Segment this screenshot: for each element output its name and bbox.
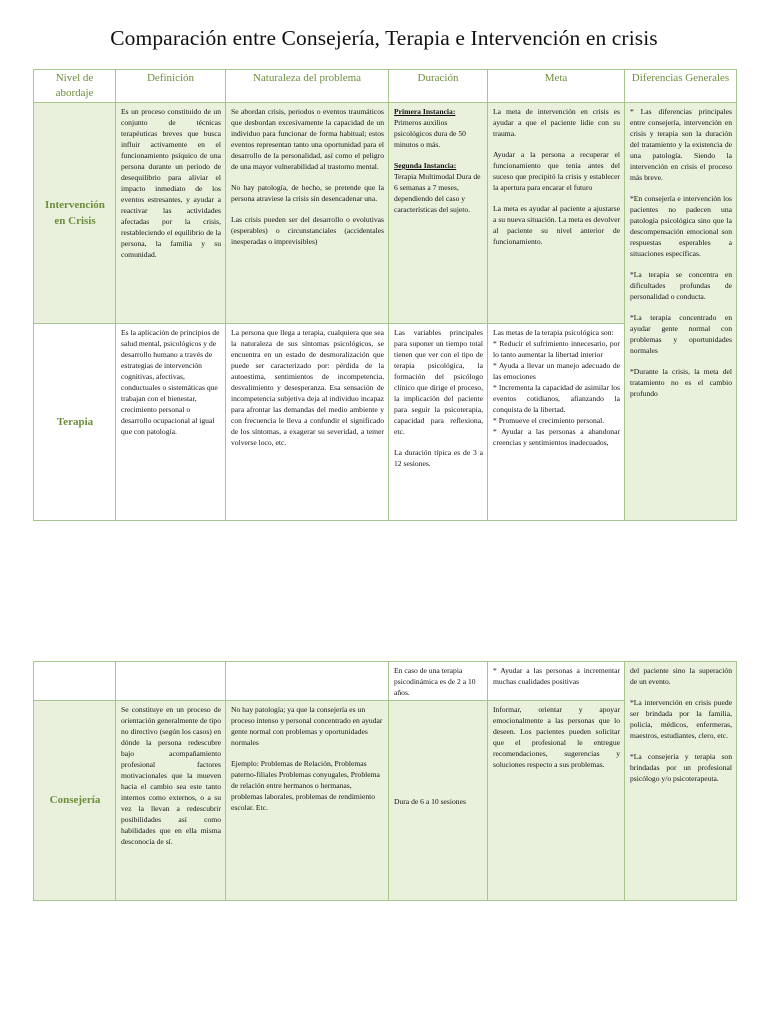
crisis-duracion-segunda-title: Segunda Instancia: [394, 161, 457, 170]
cont-diferencias-p0: del paciente sino la superación de un evento. [630, 666, 732, 686]
terapia-meta-item: * Reducir el sufrimiento innecesario, por lo tanto aumentar la libertad interior [493, 339, 620, 359]
diferencias-p3: *La terapia se concentra en dificultades profundas de personalidad o conducta. [630, 270, 732, 301]
consejeria-definicion: Se constituye en un proceso de orientación generalmente de tipo no directivo (según los casos) en dónde la persona redescubre bajo acompañamiento profesional factores motivacionales que la mueven hacia el cambio sea este tanto internos como externos, o a su vez la llevan a redescubrir posibilidades así como habilidades que en ella misma desconocía de sí. [116, 701, 226, 901]
terapia-meta-item: * Incrementa la capacidad de asimilar los eventos cotidianos, afianzando la conquista de la libertad. [493, 383, 620, 414]
cont-empty-1 [34, 662, 116, 701]
header-naturaleza: Naturaleza del problema [226, 70, 389, 103]
cont-meta: * Ayudar a las personas a incrementar muchas cualidades positivas [488, 662, 625, 701]
crisis-naturaleza-p3: Las crisis pueden ser del desarrollo o evolutivas (esperables) o circunstanciales (accidentales inesperadas o imprevisibles) [231, 215, 384, 246]
row-intervencion-crisis [34, 103, 737, 324]
consejeria-diferencias-p1: *La intervención en crisis puede ser brindada por la familia, policía, médicos, enfermeras, maestros, estudiantes, clero, etc. [630, 698, 732, 740]
header-meta: Meta [488, 70, 625, 103]
terapia-meta [488, 324, 625, 521]
diferencias-p1: * Las diferencias principales entre consejería, intervención en crisis y terapia son la duración del tratamiento y la existencia de una patología. Siendo la intervención en crisis el proceso más breve. [630, 107, 732, 182]
crisis-meta [488, 103, 625, 324]
crisis-meta-p3: La meta es ayudar al paciente a ajustarse a su nueva situación. La meta es devolver al paciente su nivel anterior de funcionamiento. [493, 204, 620, 246]
diferencias-generales [625, 103, 737, 521]
crisis-naturaleza [226, 103, 389, 324]
comparison-table-continued [33, 661, 737, 901]
cont-diferencias [625, 662, 737, 901]
diferencias-p4: *La terapia concentrado en ayudar gente normal con problemas y oportunidades normales [630, 313, 732, 355]
consejeria-duracion: Dura de 6 a 10 sesiones [389, 701, 488, 901]
terapia-duracion-p1: Las variables principales para suponer un tiempo total tienen que ver con el tipo de terapia psicológica, la formación del psicólogo clínico que dirige el proceso, la implicación del paciente para seguir la psicoterapia, capacidad para reflexiona, etc. [394, 328, 483, 436]
crisis-meta-p1: La meta de intervención en crisis es ayudar a que el paciente lidie con su trauma. [493, 107, 620, 138]
page-title: Comparación entre Consejería, Terapia e Intervención en crisis [110, 26, 658, 50]
consejeria-naturaleza-p1: No hay patología; ya que la consejería es un proceso intenso y personal concentrado en ayudar gente normal con problemas y oportunidades normales [231, 705, 383, 747]
cont-duracion: En caso de una terapia psicodinámica es de 2 a 10 años. [389, 662, 488, 701]
row-label-consejeria: Consejería [34, 701, 116, 901]
crisis-naturaleza-p2: No hay patología, de hecho, se pretende que la persona atraviese la crisis sin desencadenar una. [231, 183, 384, 203]
terapia-duracion [389, 324, 488, 521]
cont-empty-3 [226, 662, 389, 701]
crisis-duracion-segunda: Terapia Multimodal Dura de 6 semanas a 7 meses, dependiendo del caso y características del sujeto. [394, 172, 481, 214]
comparison-table [33, 69, 737, 521]
crisis-meta-p2: Ayudar a la persona a recuperar el funcionamiento que tenía antes del suceso que precipitó la crisis y establecer la apertura para encarar el futuro [493, 150, 620, 192]
crisis-duracion [389, 103, 488, 324]
terapia-meta-item: * Promueve el crecimiento personal. [493, 416, 605, 425]
consejeria-naturaleza-p2: Ejemplo: Problemas de Relación, Problemas paterno-filiales Problemas conyugales, Problema de relación entre hermanos o hermanas, problemas laborales, problemas de rendimiento escolar. Etc. [231, 759, 380, 812]
header-definicion: Definición [116, 70, 226, 103]
header-diferencias: Diferencias Generales [625, 70, 737, 103]
crisis-naturaleza-p1: Se abordan crisis, periodos o eventos traumáticos que desbordan excesivamente la capacidad de un individuo para funcionar de forma habitual; estos eventos representan tanto una oportunidad para el desarrollo de la personalidad, así como el peligro de una mayor vulnerabilidad al trastorno mental. [231, 107, 384, 171]
terapia-naturaleza: La persona que llega a terapia, cualquiera que sea la naturaleza de sus síntomas psicológicos, se encuentra en un estado de desmoralización que puede ser caracterizado por: pérdida de la autoestima, sentimientos de incompetencia, desvalimiento y desesperanza. Esa sensación de incompetencia subjetiva deja al individuo incapaz para afrontar las demandas del medio ambiente y con frecuencia le lleva a confundir el significado de los síntomas, a exagerar su severidad, a temer volverse loco, etc. [226, 324, 389, 521]
row-label-terapia: Terapia [34, 324, 116, 521]
header-nivel: Nivel de abordaje [34, 70, 116, 103]
terapia-meta-item: * Ayuda a llevar un manejo adecuado de las emociones [493, 361, 620, 381]
terapia-duracion-tipica: La duración típica es de 3 a 12 sesiones. [394, 448, 483, 468]
diferencias-p5: *Durante la crisis, la meta del tratamiento no es el cambio profundo [630, 367, 732, 398]
continuation-row [34, 662, 737, 701]
cont-empty-2 [116, 662, 226, 701]
crisis-definicion: Es un proceso constituido de un conjunto de técnicas terapéuticas breves que busca influir activamente en el funcionamiento psíquico de una persona durante un periodo de desequilibrio para aliviar el impacto inmediato de los eventos estresantes, y ayudar a reactivar las actividades afectadas por la crisis, restableciendo el equilibrio de la persona, la familia y su comunidad. [116, 103, 226, 324]
terapia-meta-intro: Las metas de la terapia psicológica son: [493, 328, 614, 337]
consejeria-naturaleza [226, 701, 389, 901]
crisis-duracion-primera-title: Primera Instancia: [394, 107, 456, 116]
header-row [34, 70, 737, 103]
crisis-duracion-primera: Primeros auxilios psicológicos dura de 50 minutos o más. [394, 118, 466, 149]
consejeria-diferencias-p2: *La consejería y terapia son brindadas por un profesional psicólogo y/o psicoterapeuta. [630, 752, 732, 783]
header-duracion: Duración [389, 70, 488, 103]
terapia-definicion: Es la aplicación de principios de salud mental, psicológicos y de desarrollo humano a través de estrategias de intervención cognitivas, afectivas, conductuales o sistemáticas que trabajan con el bienestar, crecimiento personal o desarrollo ocupacional al igual que con patología. [116, 324, 226, 521]
terapia-meta-item: * Ayudar a las personas a abandonar creencias y sentimientos inadecuados, [493, 427, 620, 447]
diferencias-p2: *En consejería e intervención los pacientes no padecen una patología psicológica sino que la descompensación emocional son respuestas esperables a situaciones específicas. [630, 194, 732, 258]
row-label-crisis: Intervención en Crisis [34, 103, 116, 324]
consejeria-meta: Informar, orientar y apoyar emocionalmente a las personas que lo deseen. Los pacientes pueden solicitar que el profesional le entregue recomendaciones, sugerencias y soluciones respecto a sus problemas. [488, 701, 625, 901]
